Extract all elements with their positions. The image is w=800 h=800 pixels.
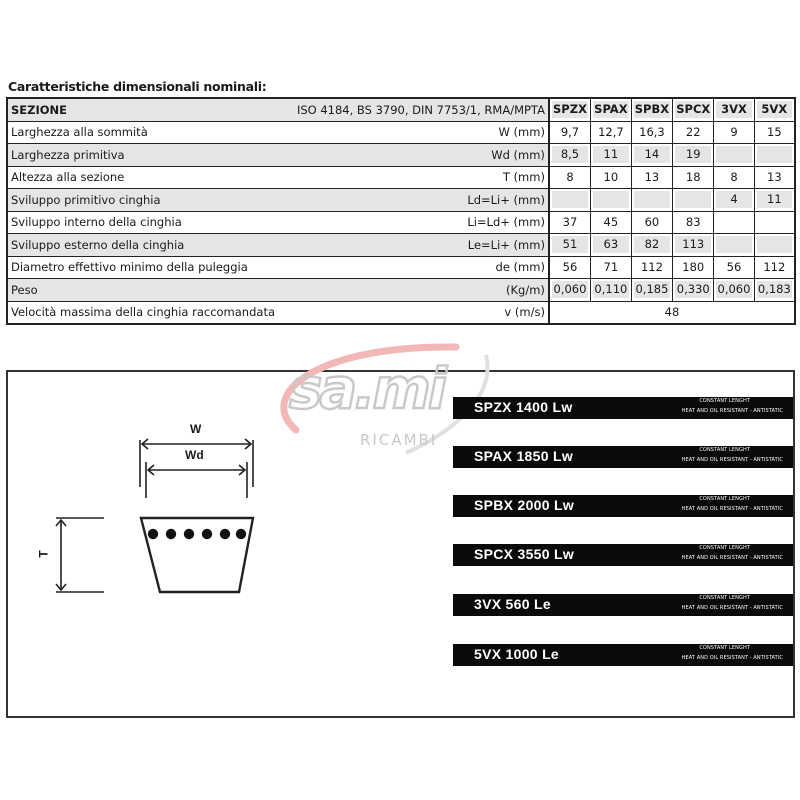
table-row bbox=[8, 279, 794, 302]
row-label: Larghezza primitiva bbox=[8, 144, 294, 167]
cell-max-speed: 48 bbox=[664, 304, 680, 319]
cell: 18 bbox=[673, 167, 714, 190]
dimensions-table bbox=[6, 97, 796, 325]
belt-cross-section-diagram bbox=[30, 410, 270, 610]
cell: 9,7 bbox=[550, 122, 591, 145]
belt-name: SPAX 1850 Lw bbox=[474, 448, 574, 464]
cell: 19 bbox=[673, 144, 714, 167]
row-label: Sviluppo primitivo cinghia bbox=[8, 189, 294, 212]
cell: 8 bbox=[714, 167, 754, 190]
table-row bbox=[8, 189, 794, 212]
row-label: Diametro effettivo minimo della puleggia bbox=[8, 257, 294, 280]
cell: 14 bbox=[632, 144, 673, 167]
cell: 12,7 bbox=[591, 122, 632, 145]
dim-label-w: W bbox=[190, 422, 202, 436]
v-belt-profile-icon bbox=[30, 410, 270, 610]
belt-tagline-1: CONSTANT LENGHT bbox=[699, 496, 750, 502]
row-label: Sviluppo interno della cinghia bbox=[8, 212, 294, 235]
dim-label-t: T bbox=[36, 550, 51, 558]
row-label: Peso bbox=[8, 279, 294, 302]
cell: 15 bbox=[755, 122, 794, 145]
row-unit: v (m/s) bbox=[294, 302, 550, 324]
cell: 4 bbox=[714, 189, 754, 212]
cell: 9 bbox=[714, 122, 754, 145]
table-row bbox=[8, 234, 794, 257]
cell bbox=[714, 234, 754, 257]
document-title: Caratteristiche dimensionali nominali: bbox=[8, 79, 267, 94]
column-header: SPAX bbox=[591, 99, 632, 122]
belt-tagline-1: CONSTANT LENGHT bbox=[699, 545, 750, 551]
cell: 56 bbox=[550, 257, 591, 280]
cell: 83 bbox=[673, 212, 714, 235]
column-header: 3VX bbox=[714, 99, 754, 122]
belt-tagline-2: HEAT AND OIL RESISTANT - ANTISTATIC bbox=[681, 555, 783, 561]
cell: 45 bbox=[591, 212, 632, 235]
belt-label-5vx bbox=[453, 644, 793, 666]
cell: 13 bbox=[632, 167, 673, 190]
cell: 0,110 bbox=[591, 279, 632, 302]
belt-tagline-1: CONSTANT LENGHT bbox=[699, 595, 750, 601]
table-row-speed bbox=[8, 302, 794, 324]
column-header: SPZX bbox=[550, 99, 591, 122]
belt-tagline-1: CONSTANT LENGHT bbox=[699, 447, 750, 453]
row-label: Velocità massima della cinghia raccomandata bbox=[11, 305, 276, 320]
cell bbox=[755, 144, 794, 167]
belt-tagline-2: HEAT AND OIL RESISTANT - ANTISTATIC bbox=[681, 457, 783, 463]
belt-label-spbx bbox=[453, 495, 793, 517]
row-unit: Le=Li+ (mm) bbox=[294, 234, 550, 257]
cell: 60 bbox=[632, 212, 673, 235]
belt-name: SPBX 2000 Lw bbox=[474, 497, 575, 513]
header-standards: ISO 4184, BS 3790, DIN 7753/1, RMA/MPTA bbox=[294, 99, 550, 122]
row-unit: de (mm) bbox=[294, 257, 550, 280]
column-header: SPCX bbox=[673, 99, 714, 122]
dim-label-wd: Wd bbox=[185, 448, 204, 462]
belt-name: SPZX 1400 Lw bbox=[474, 399, 573, 415]
belt-label-3vx bbox=[453, 594, 793, 616]
cell bbox=[591, 189, 632, 212]
cell: 37 bbox=[550, 212, 591, 235]
table-row bbox=[8, 212, 794, 235]
cell: 63 bbox=[591, 234, 632, 257]
belt-tagline-1: CONSTANT LENGHT bbox=[699, 645, 750, 651]
watermark-brand: sa.mi bbox=[289, 357, 444, 422]
cell: 0,060 bbox=[714, 279, 754, 302]
belt-tagline-2: HEAT AND OIL RESISTANT - ANTISTATIC bbox=[681, 408, 783, 414]
cell: 0,060 bbox=[550, 279, 591, 302]
cell: 0,185 bbox=[632, 279, 673, 302]
tension-cords bbox=[148, 529, 246, 539]
table-row bbox=[8, 144, 794, 167]
cell bbox=[755, 212, 794, 235]
belt-tagline-2: HEAT AND OIL RESISTANT - ANTISTATIC bbox=[681, 506, 783, 512]
cell bbox=[632, 189, 673, 212]
cell: 113 bbox=[673, 234, 714, 257]
table-row bbox=[8, 257, 794, 280]
row-unit: Li=Ld+ (mm) bbox=[294, 212, 550, 235]
cell: 82 bbox=[632, 234, 673, 257]
cell: 16,3 bbox=[632, 122, 673, 145]
cell bbox=[673, 189, 714, 212]
header-section-label: SEZIONE bbox=[8, 99, 294, 122]
row-unit: Wd (mm) bbox=[294, 144, 550, 167]
row-unit: W (mm) bbox=[294, 122, 550, 145]
cell: 11 bbox=[755, 189, 794, 212]
belt-label-spax bbox=[453, 446, 793, 468]
cell bbox=[550, 189, 591, 212]
cell: 71 bbox=[591, 257, 632, 280]
watermark-subtitle: RICAMBI bbox=[360, 431, 438, 449]
cell bbox=[755, 234, 794, 257]
cell: 0,330 bbox=[673, 279, 714, 302]
cell: 180 bbox=[673, 257, 714, 280]
belt-label-spcx bbox=[453, 544, 793, 566]
cell bbox=[714, 144, 754, 167]
column-header: 5VX bbox=[755, 99, 794, 122]
cell: 10 bbox=[591, 167, 632, 190]
cell: 112 bbox=[632, 257, 673, 280]
belt-tagline-2: HEAT AND OIL RESISTANT - ANTISTATIC bbox=[681, 605, 783, 611]
cell: 22 bbox=[673, 122, 714, 145]
cell bbox=[714, 212, 754, 235]
table-header-row bbox=[8, 99, 794, 122]
row-unit: (Kg/m) bbox=[294, 279, 550, 302]
cell: 8 bbox=[550, 167, 591, 190]
cell: 0,183 bbox=[755, 279, 794, 302]
belt-tagline-1: CONSTANT LENGHT bbox=[699, 398, 750, 404]
cell: 51 bbox=[550, 234, 591, 257]
belt-label-spzx bbox=[453, 397, 793, 419]
cell: 8,5 bbox=[550, 144, 591, 167]
table-row bbox=[8, 122, 794, 145]
belt-name: SPCX 3550 Lw bbox=[474, 546, 575, 562]
row-label: Altezza alla sezione bbox=[8, 167, 294, 190]
cell: 112 bbox=[755, 257, 794, 280]
row-unit: T (mm) bbox=[294, 167, 550, 190]
belt-name: 5VX 1000 Le bbox=[474, 646, 560, 662]
belt-tagline-2: HEAT AND OIL RESISTANT - ANTISTATIC bbox=[681, 655, 783, 661]
row-label: Sviluppo esterno della cinghia bbox=[8, 234, 294, 257]
cell: 13 bbox=[755, 167, 794, 190]
table-row bbox=[8, 167, 794, 190]
column-header: SPBX bbox=[632, 99, 673, 122]
belt-name: 3VX 560 Le bbox=[474, 596, 551, 612]
row-unit: Ld=Li+ (mm) bbox=[294, 189, 550, 212]
cell: 11 bbox=[591, 144, 632, 167]
cell: 56 bbox=[714, 257, 754, 280]
row-label: Larghezza alla sommità bbox=[8, 122, 294, 145]
